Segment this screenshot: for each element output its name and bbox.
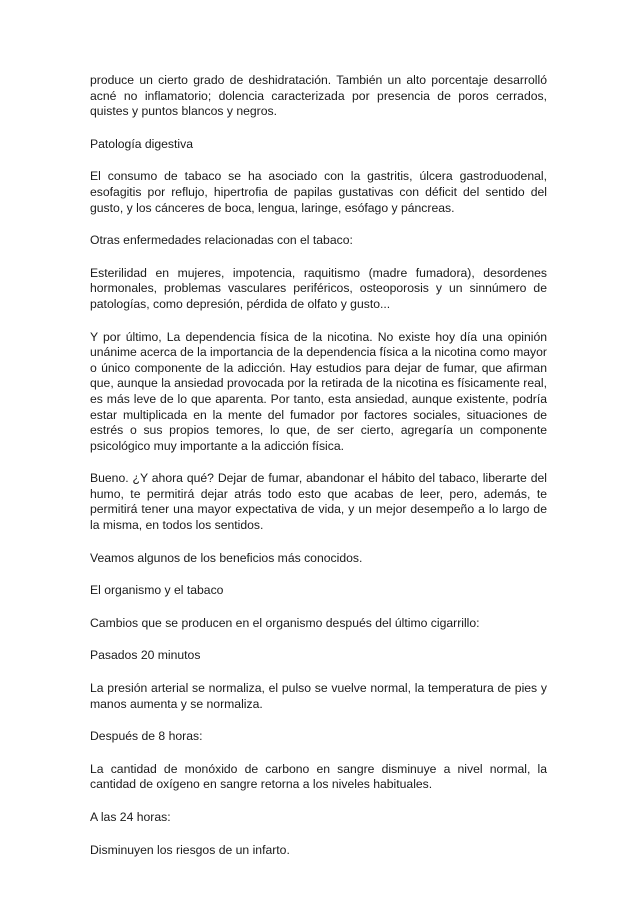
paragraph-quitting: Bueno. ¿Y ahora qué? Dejar de fumar, abandonar el hábito del tabaco, liberarte del humo, te permitirá dejar atrás todo esto que acabas de leer, pero, además, te permitirá tener una mayor expectativa de vida, y un mejor desempeño a lo largo de la misma, en todos los sentidos. — [90, 471, 547, 533]
heading-8-hours: Después de 8 horas: — [90, 729, 203, 744]
heading-24-hours: A las 24 horas: — [90, 810, 171, 824]
paragraph-other-diseases: Esterilidad en mujeres, impotencia, raquitismo (madre fumadora), desordenes hormonales, problemas vasculares periféricos, osteoporosis y un sinnúmero de patologías, como depresión, pérdida de olfato y gusto... — [90, 265, 547, 311]
paragraph-8-hours: La cantidad de monóxido de carbono en sangre disminuye a nivel normal, la cantidad de oxígeno en sangre retorna a los niveles habituales. — [90, 761, 547, 792]
paragraph-skin-effects: produce un cierto grado de deshidratación. También un alto porcentaje desarrolló acné no inflamatorio; dolencia caracterizada por presencia de poros cerrados, quistes y puntos blancos y negros. — [90, 73, 547, 119]
heading-organism-tobacco: El organismo y el tabaco — [90, 583, 224, 598]
paragraph-digestive-effects: El consumo de tabaco se ha asociado con la gastritis, úlcera gastroduodenal, esofagitis por reflujo, hipertrofia de papilas gustativas con déficit del sentido del gusto, y los cánceres de boca, lengua, laringe, esófago y páncreas. — [90, 169, 547, 215]
paragraph-benefits-intro: Veamos algunos de los beneficios más conocidos. — [90, 550, 363, 565]
paragraph-24-hours: Disminuyen los riesgos de un infarto. — [90, 842, 290, 857]
paragraph-20-minutes: La presión arterial se normaliza, el pulso se vuelve normal, la temperatura de pies y manos aumenta y se normaliza. — [90, 681, 547, 711]
heading-20-minutes: Pasados 20 minutos — [90, 648, 201, 663]
paragraph-nicotine-dependence: Y por último, La dependencia física de la nicotina. No existe hoy día una opinión unánime acerca de la importancia de la dependencia física a la nicotina como mayor o único componente de la adicción. Hay estudios para dejar de fumar, que afirman que, aunque la ansiedad provocada por la retirada de la nicotina es físicamente real, es más leve de lo que aparenta. Por tanto, esta ansiedad, aunque existente, podría estar multiplicada en la mente del fumador por factores sociales, situaciones de estrés o sus propios temores, lo que, de ser cierto, agregaría un componente psicológico muy importante a la adicción física. — [90, 329, 547, 453]
paragraph-changes-intro: Cambios que se producen en el organismo después del último cigarrillo: — [90, 615, 480, 630]
document-page — [90, 73, 547, 875]
heading-digestive-pathology: Patología digestiva — [90, 136, 193, 151]
heading-other-diseases: Otras enfermedades relacionadas con el tabaco: — [90, 233, 353, 248]
